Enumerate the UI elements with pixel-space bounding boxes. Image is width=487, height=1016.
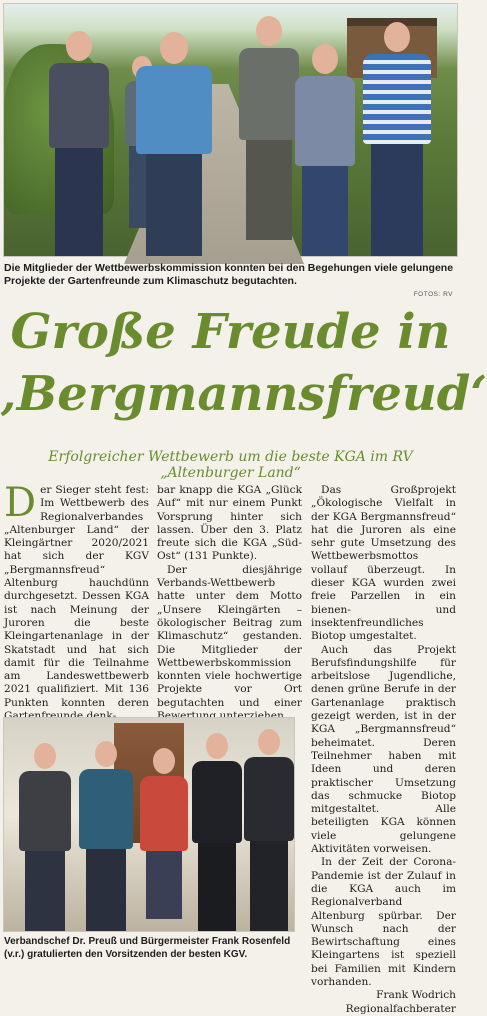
award-person-5 — [242, 729, 296, 931]
author-name: Frank Wodrich — [376, 989, 456, 1002]
award-person-4 — [190, 733, 244, 931]
photo-credit: FOTOS: RV — [413, 291, 453, 298]
column-3-paragraph-2: Auch das Projekt Berufsfindungshilfe für arbeitslose Jugendliche, denen grüne Berufe in der Gartenanlage praktisch gezeigt werden, ist in der KGA „Bergmannsfreud“ beheimatet. Deren Teilnehmer haben mit Ideen und deren praktischer Umsetzung das schmucke Biotop mitgestaltet. Alle beteiligten KGA können viele gelungene Aktivitäten vorweisen. — [311, 643, 456, 856]
column-2-paragraph-1: bar knapp die KGA „Glück Auf“ mit nur einem Punkt Vorsprung hinter sich lassen. Über den 3. Platz freute sich die KGA „Süd-Ost“ (131 Punkte). — [157, 484, 302, 563]
person-6 — [360, 22, 434, 256]
photo2-caption: Verbandschef Dr. Preuß und Bürgermeister Frank Rosenfeld (v.r.) gratulierten den Vorsitzenden der besten KGV. — [4, 936, 291, 960]
subtitle: Erfolgreicher Wettbewerb um die beste KGA im RV „Altenburger Land“ — [48, 449, 413, 481]
headline-line-2: ‚Bergmannsfreud‘ — [0, 366, 487, 422]
headline-line-1: Große Freude in — [10, 304, 451, 360]
person-1 — [44, 31, 114, 256]
photo1-caption: Die Mitglieder der Wettbewerbskommission konnten bei den Begehungen viele gelungene Projekte der Gartenfreunde zum Klimaschutz begutachten. — [4, 262, 454, 287]
person-5 — [292, 44, 358, 256]
award-person-2 — [76, 741, 136, 931]
drop-cap: D — [4, 480, 37, 526]
column-1-text: er Sieger steht fest: Im Wettbewerb des Regionalverbandes „Altenburger Land“ der Kleingärtner 2020/2021 hat sich der KGV „Bergmannsfreud“ Altenburg hauchdünn durchgesetzt. Dessen KGA ist nach Meinung der Juroren die beste Kleingartenanlage in der Skatstadt und hat sich damit für die Teilnahme am Landeswettbewerb 2021 qualifiziert. Mit 136 Punkten konnten deren — [4, 484, 149, 709]
column-3-paragraph-3: In der Zeit der Corona-Pandemie ist der Zulauf in die KGA auch im Regionalverband Altenburg spürbar. Der Wunsch nach der Bewirtschaftung eines Kleingartens ist speziell bei Familien mit Kindern vorhanden. — [311, 856, 456, 988]
person-3 — [132, 32, 216, 256]
article-column-1 — [4, 480, 149, 723]
column-3-paragraph-1: Das Großprojekt „Ökologische Vielfalt in der KGA Bergmannsfreud“ hat die Juroren als eine sehr gute Umsetzung des Wettbewerbsmottos vollauf überzeugt. In dieser KGA wurden zwei freie Parzellen in ein bienen- und insektenfreundliches Biotop umgestaltet. — [311, 484, 456, 643]
photo-award-group — [3, 717, 295, 932]
article-column-2 — [157, 484, 302, 723]
column-2-paragraph-2: Der diesjährige Verbands-Wettbewerb hatte unter dem Motto „Unsere Kleingärten – ökologischer Beitrag zum Klimaschutz“ gestanden. Die Mitglieder der Wettbewerbskommission konnten viele hochwertige Projekte vor Ort begutachten und einer — [157, 563, 302, 709]
author-role: Regionalfachberater — [345, 1002, 456, 1015]
article-column-3 — [311, 484, 456, 1016]
award-person-1 — [16, 743, 74, 931]
photo-commission-walk — [3, 3, 458, 257]
award-person-3 — [138, 748, 190, 919]
